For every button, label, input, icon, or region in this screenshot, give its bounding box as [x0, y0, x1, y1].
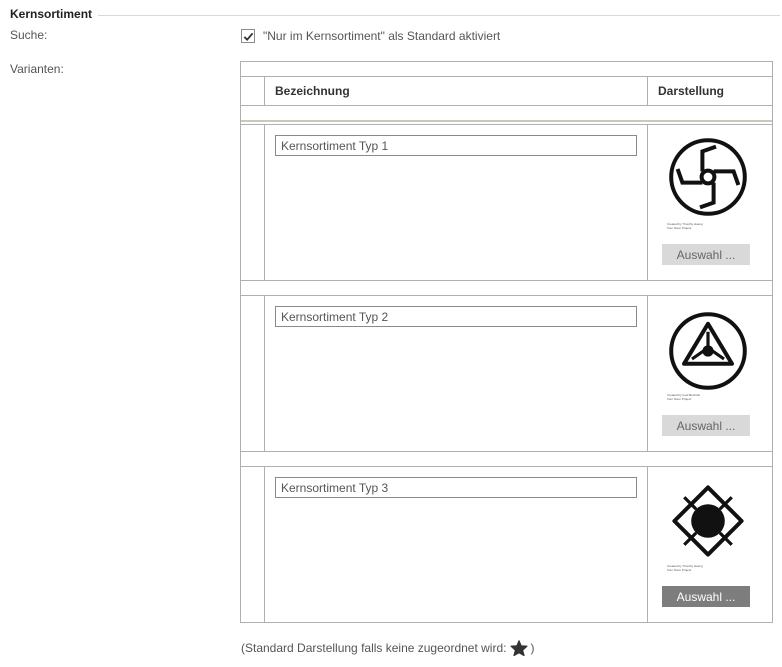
variant-name-input[interactable] [275, 135, 637, 156]
variants-table [240, 61, 773, 622]
default-display-text-end: ) [530, 641, 535, 655]
search-option [241, 28, 500, 44]
table-border [240, 280, 773, 281]
diamond-dot-icon [668, 481, 748, 561]
variant-name-input[interactable] [275, 477, 637, 498]
table-border [240, 466, 773, 467]
select-icon-button[interactable]: Auswahl ... [662, 415, 750, 436]
variants-label: Varianten: [10, 62, 64, 76]
icon-credit: Created by Iood Bechtoll from Noun Project [667, 393, 700, 401]
section-header [10, 6, 780, 22]
triskelion-circle-icon [668, 311, 748, 391]
table-border [647, 466, 648, 622]
select-icon-button[interactable]: Auswahl ... [662, 244, 750, 265]
table-border [240, 61, 773, 62]
section-title: Kernsortiment [10, 7, 98, 21]
search-label: Suche: [10, 28, 48, 42]
section-divider [10, 15, 780, 16]
table-border [647, 76, 648, 105]
default-display-note [241, 638, 534, 658]
column-header-name: Bezeichnung [275, 84, 350, 98]
table-border [240, 124, 773, 125]
pinwheel-circle-icon [668, 137, 748, 217]
variant-name-input[interactable] [275, 306, 637, 327]
default-display-text: (Standard Darstellung falls keine zugeordnet wird: [241, 641, 507, 655]
column-header-display: Darstellung [658, 84, 725, 98]
table-border [240, 451, 773, 452]
icon-credit: Created by Timothy Hoang from Noun Project [667, 222, 703, 230]
table-border [264, 124, 265, 280]
table-border [264, 295, 265, 451]
core-range-checkbox-label[interactable]: "Nur im Kernsortiment" als Standard aktiviert [263, 29, 501, 43]
table-border [264, 466, 265, 622]
select-icon-button[interactable]: Auswahl ... [662, 586, 750, 607]
checkmark-icon [243, 31, 254, 42]
table-border [240, 622, 773, 623]
table-border [240, 61, 241, 622]
table-border [264, 76, 265, 105]
table-border [240, 76, 773, 77]
table-border [240, 105, 773, 106]
core-range-checkbox[interactable] [241, 29, 255, 43]
table-border [240, 295, 773, 296]
table-border [647, 124, 648, 280]
star-icon [510, 640, 528, 656]
table-border [772, 61, 773, 622]
table-border [647, 295, 648, 451]
icon-credit: Created by Timothy Hoang from Noun Project [667, 564, 703, 572]
header-accent-line [240, 120, 773, 122]
